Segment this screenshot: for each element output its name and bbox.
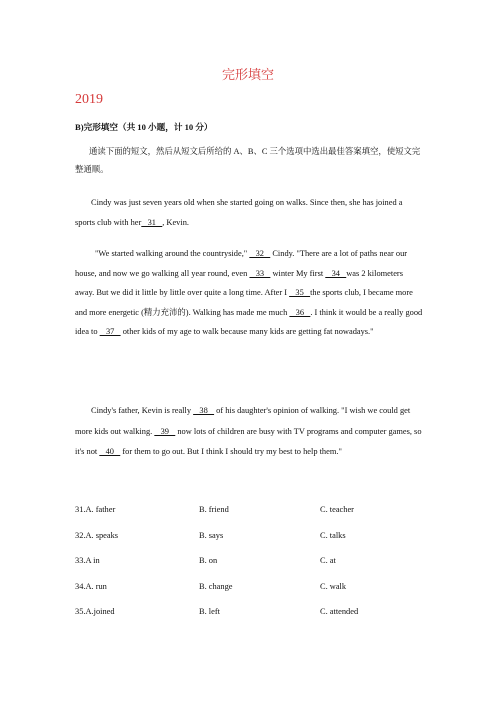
blank-38: 38 xyxy=(193,406,215,415)
passage-text: Cindy was just seven years old when she started going on walks. Since then, she has joined a sports club with her xyxy=(75,198,403,227)
option-a-text: A. run xyxy=(85,581,107,591)
question-number: 33. xyxy=(75,556,86,565)
blank-40: 40 xyxy=(99,447,121,456)
option-row-34 xyxy=(75,582,455,608)
passage-paragraph-1 xyxy=(75,193,423,232)
option-a xyxy=(75,582,107,591)
passage-text: "We started walking around the countryside," xyxy=(95,249,250,258)
option-c: C. talks xyxy=(320,530,346,540)
option-a xyxy=(75,531,118,540)
blank-34: 34 xyxy=(325,268,347,278)
blank-39: 39 xyxy=(154,426,176,436)
option-row-33 xyxy=(75,556,455,582)
question-number: 34. xyxy=(75,581,86,591)
option-a-text: A.joined xyxy=(85,607,115,616)
year-heading: 2019 xyxy=(75,92,103,107)
passage-text: Cindy's father, Kevin is really xyxy=(91,406,194,415)
option-b: B. on xyxy=(199,556,218,565)
option-row-32 xyxy=(75,531,455,557)
option-b: B. change xyxy=(199,581,233,591)
option-row-31 xyxy=(75,505,455,531)
passage-text: winter My first xyxy=(270,268,326,278)
blank-32: 32 xyxy=(249,249,271,258)
passage-text: for them to go out. But I think I should try my best to help them." xyxy=(120,447,342,456)
option-a xyxy=(75,607,115,616)
option-a-text: A. speaks xyxy=(85,530,119,540)
blank-36: 36 xyxy=(289,307,311,317)
passage-text: Cindy. "There are a lot of paths near our house, and now we go walking all year round, even xyxy=(75,249,408,278)
question-number: 32. xyxy=(75,530,86,540)
question-number: 31. xyxy=(75,505,86,514)
option-c: C. attended xyxy=(320,607,359,616)
passage-paragraph-3 xyxy=(75,401,423,463)
option-a-text: A in xyxy=(85,556,100,565)
option-c: C. walk xyxy=(320,581,347,591)
option-c: C. teacher xyxy=(320,505,354,514)
option-b: B. friend xyxy=(199,505,229,514)
option-c: C. at xyxy=(320,556,336,565)
passage-text: . I think it would be a really good idea to xyxy=(75,307,423,336)
blank-33: 33 xyxy=(249,268,271,278)
section-heading: B)完形填空（共 10 小题，计 10 分） xyxy=(75,122,213,132)
option-a-text: A. father xyxy=(85,505,116,514)
page-title: 完形填空 xyxy=(221,67,274,82)
passage-text: the sports club, I became more and more energetic (精力充沛的). Walking has made me much xyxy=(75,288,413,317)
passage-text: of his daughter's opinion of walking. "I wish we could get more kids out walking. xyxy=(75,406,411,436)
question-number: 35. xyxy=(75,607,86,616)
option-a xyxy=(75,556,100,565)
passage-paragraph-2 xyxy=(75,244,423,342)
answer-options xyxy=(75,505,455,633)
passage-text: now lots of children are busy with TV programs and computer games, so it's not xyxy=(75,426,422,456)
option-b: B. says xyxy=(199,530,224,540)
passage-text: other kids of my age to walk because many kids are getting fat nowadays." xyxy=(120,327,374,336)
option-row-35 xyxy=(75,607,455,633)
blank-37: 37 xyxy=(99,327,121,336)
passage-text: was 2 kilometers away. But we did it little by little over quite a long time. After I xyxy=(75,268,403,297)
option-b: B. left xyxy=(199,607,220,616)
option-a xyxy=(75,505,115,514)
blank-31: 31 xyxy=(141,217,163,227)
instruction-text: 通读下面的短文，然后从短文后所给的 A、B、C 三个选项中选出最佳答案填空，使短文完整通顺。 xyxy=(75,147,421,174)
blank-35: 35 xyxy=(289,288,311,297)
passage-text: , Kevin. xyxy=(162,217,189,227)
